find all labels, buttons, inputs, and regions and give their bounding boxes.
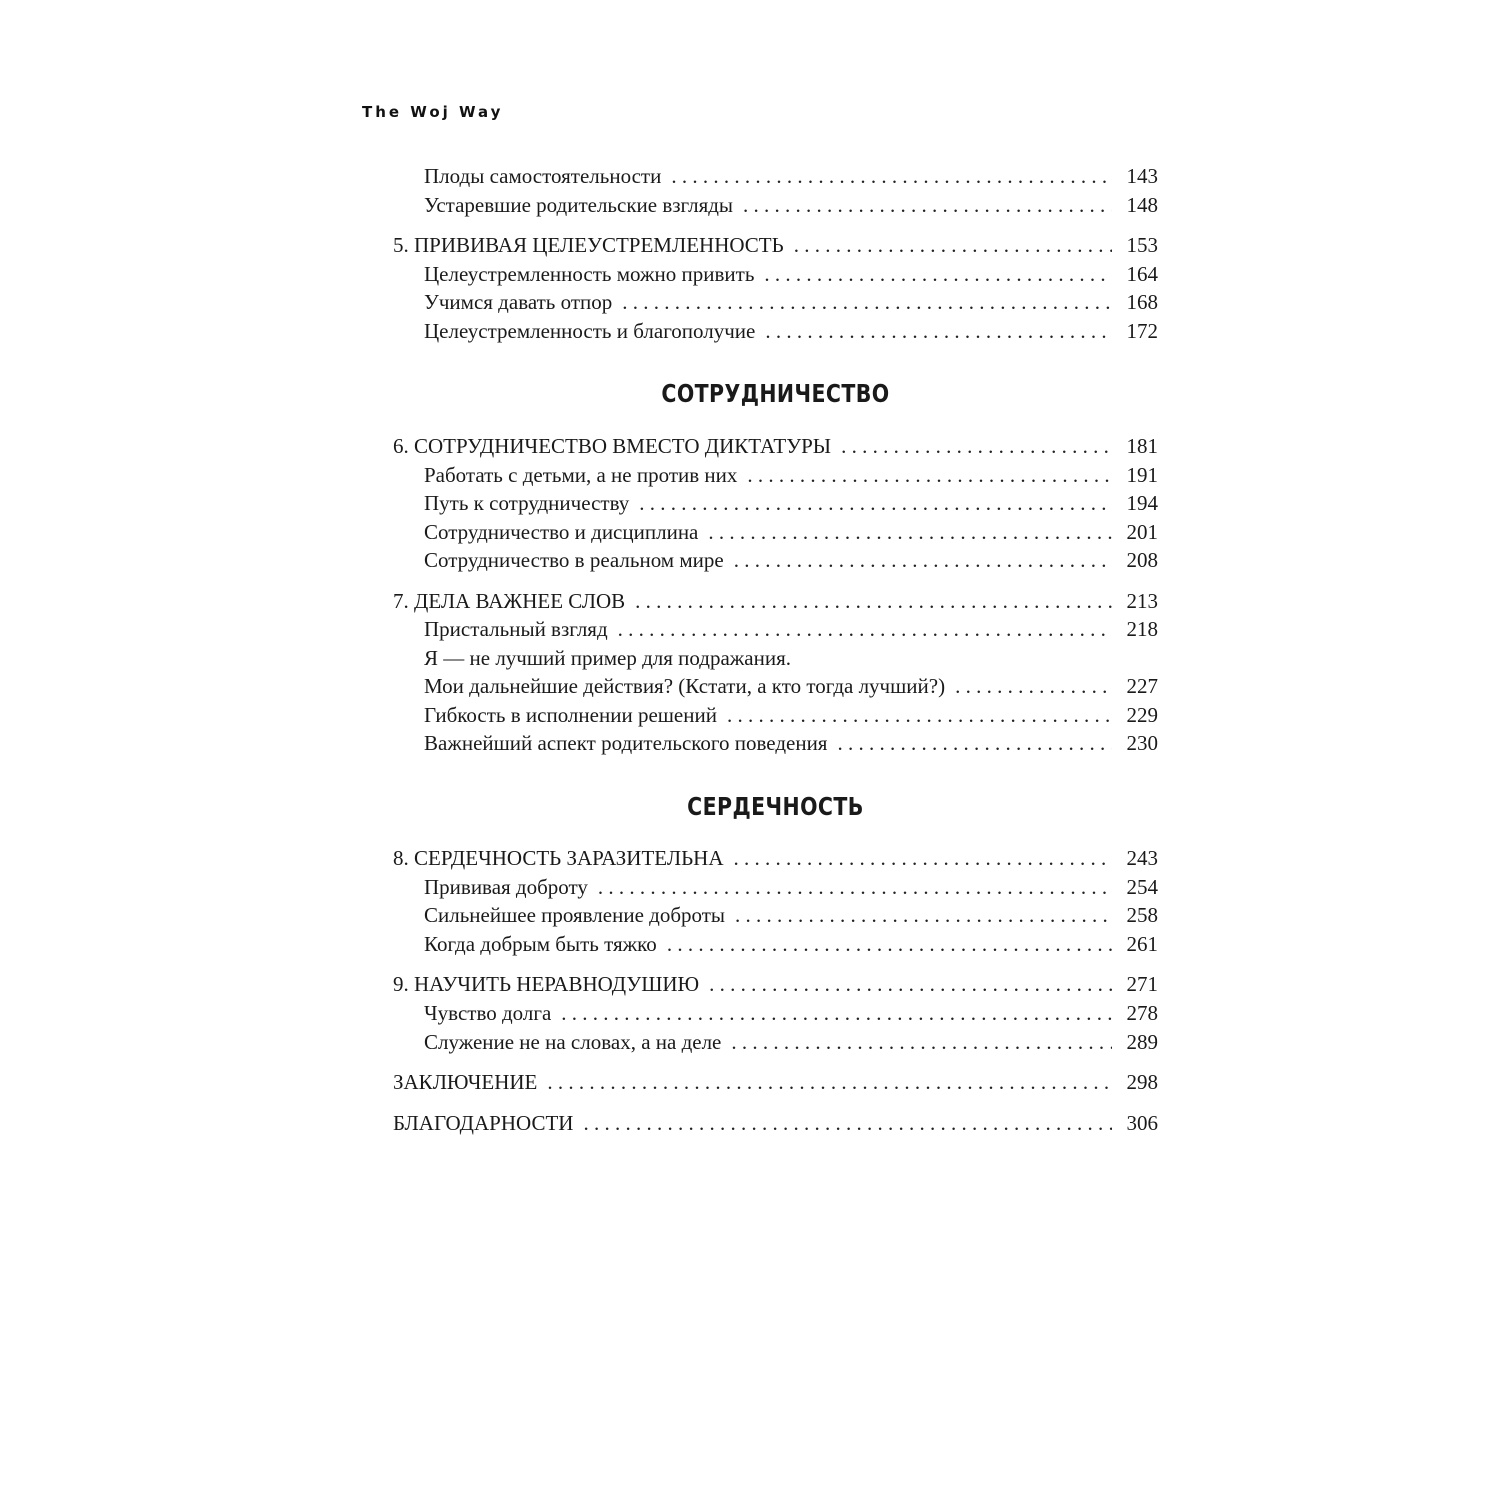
entry-page: 229 [1126, 703, 1158, 727]
chapter-title: 6. СОТРУДНИЧЕСТВО ВМЕСТО ДИКТАТУРЫ [393, 434, 832, 458]
entry-title: Учимся давать отпор [424, 290, 613, 314]
toc-entry[interactable] [424, 929, 1158, 959]
toc-chapter-5[interactable] [393, 230, 1158, 260]
entry-page: 278 [1126, 1001, 1158, 1025]
toc-entry[interactable] [424, 316, 1158, 346]
toc-conclusion[interactable] [393, 1067, 1158, 1097]
toc-entry[interactable] [424, 488, 1158, 518]
chapter-title: ЗАКЛЮЧЕНИЕ [393, 1070, 538, 1094]
entry-title: Путь к сотрудничеству [424, 491, 630, 515]
toc-entry[interactable] [424, 517, 1158, 547]
part-heading-warmth: СЕРДЕЧНОСТЬ [687, 792, 864, 821]
toc-chapter-7[interactable] [393, 586, 1158, 616]
chapter-page: 306 [1126, 1111, 1158, 1135]
entry-page: 194 [1126, 491, 1158, 515]
toc-entry[interactable] [424, 728, 1158, 758]
chapter-title: 9. НАУЧИТЬ НЕРАВНОДУШИЮ [393, 972, 700, 996]
entry-title: Прививая доброту [424, 875, 588, 899]
entry-title: Целеустремленность и благополучие [424, 319, 756, 343]
entry-title: Служение не на словах, а на деле [424, 1030, 722, 1054]
toc-entry-line2[interactable] [424, 671, 1158, 701]
entry-title: Когда добрым быть тяжко [424, 932, 657, 956]
chapter-title: БЛАГОДАРНОСТИ [393, 1111, 574, 1135]
entry-page: 148 [1126, 193, 1158, 217]
chapter-page: 213 [1126, 589, 1158, 613]
chapter-page: 298 [1126, 1070, 1158, 1094]
toc-entry[interactable] [424, 259, 1158, 289]
chapter-page: 153 [1126, 233, 1158, 257]
entry-page: 254 [1126, 875, 1158, 899]
entry-page: 168 [1126, 290, 1158, 314]
entry-title: Я — не лучший пример для подражания. [424, 646, 792, 670]
toc-entry-line1[interactable] [424, 643, 1158, 673]
toc-entry[interactable] [424, 614, 1158, 644]
running-head: The Woj Way [362, 103, 504, 121]
toc-entry[interactable] [424, 190, 1158, 220]
entry-title: Целеустремленность можно привить [424, 262, 755, 286]
entry-title: Работать с детьми, а не против них [424, 463, 738, 487]
toc-entry[interactable] [424, 545, 1158, 575]
entry-title: Важнейший аспект родительского поведения [424, 731, 828, 755]
entry-title: Сотрудничество и дисциплина [424, 520, 699, 544]
entry-title: Чувство долга [424, 1001, 552, 1025]
toc-entry[interactable] [424, 287, 1158, 317]
toc-chapter-9[interactable] [393, 969, 1158, 999]
entry-page: 230 [1126, 731, 1158, 755]
entry-title: Мои дальнейшие действия? (Кстати, а кто тогда лучший?) [424, 674, 946, 698]
toc-entry[interactable] [424, 900, 1158, 930]
toc-entry[interactable] [424, 700, 1158, 730]
toc-entry[interactable] [424, 460, 1158, 490]
chapter-page: 271 [1126, 972, 1158, 996]
entry-page: 208 [1126, 548, 1158, 572]
toc-entry[interactable] [424, 998, 1158, 1028]
chapter-page: 243 [1126, 846, 1158, 870]
entry-title: Сильнейшее проявление доброты [424, 903, 726, 927]
toc-entry[interactable] [424, 1027, 1158, 1057]
toc-chapter-8[interactable] [393, 843, 1158, 873]
entry-title: Гибкость в исполнении решений [424, 703, 717, 727]
entry-page: 289 [1126, 1030, 1158, 1054]
entry-title: Устаревшие родительские взгляды [424, 193, 734, 217]
toc-entry[interactable] [424, 872, 1158, 902]
entry-title: Плоды самостоятельности [424, 164, 662, 188]
chapter-title: 5. ПРИВИВАЯ ЦЕЛЕУСТРЕМЛЕННОСТЬ [393, 233, 784, 257]
part-heading-cooperation: СОТРУДНИЧЕСТВО [661, 379, 890, 408]
toc-chapter-6[interactable] [393, 431, 1158, 461]
chapter-title: 7. ДЕЛА ВАЖНЕЕ СЛОВ [393, 589, 626, 613]
entry-page: 201 [1126, 520, 1158, 544]
entry-page: 172 [1126, 319, 1158, 343]
toc-entry[interactable] [424, 161, 1158, 191]
entry-page: 218 [1126, 617, 1158, 641]
chapter-title: 8. СЕРДЕЧНОСТЬ ЗАРАЗИТЕЛЬНА [393, 846, 724, 870]
entry-page: 164 [1126, 262, 1158, 286]
entry-page: 143 [1126, 164, 1158, 188]
chapter-page: 181 [1126, 434, 1158, 458]
entry-title: Сотрудничество в реальном мире [424, 548, 724, 572]
entry-page: 261 [1126, 932, 1158, 956]
toc-acknowledgments[interactable] [393, 1108, 1158, 1138]
entry-page: 258 [1126, 903, 1158, 927]
entry-page: 191 [1126, 463, 1158, 487]
entry-page: 227 [1126, 674, 1158, 698]
entry-title: Пристальный взгляд [424, 617, 608, 641]
